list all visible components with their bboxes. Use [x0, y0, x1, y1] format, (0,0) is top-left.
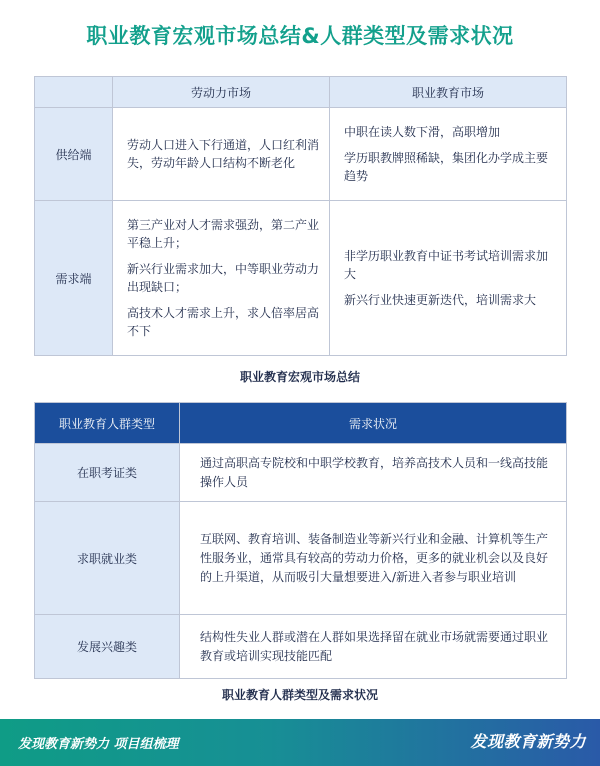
macro-market-table [34, 76, 567, 356]
footer-source-text: 发现教育新势力 项目组梳理 [18, 737, 179, 752]
table-header-row [35, 403, 567, 444]
row-header-supply: 供给端 [35, 108, 113, 201]
table-row-supply [35, 108, 567, 201]
demand-table-caption: 职业教育人群类型及需求状况 [221, 688, 378, 702]
demand-vocational-cell [330, 201, 567, 356]
table-row [35, 444, 567, 502]
demand-table [34, 402, 567, 679]
demand-vocational-text-2: 新兴行业快速更新迭代，培训需求大 [344, 293, 537, 307]
footer-bar [0, 719, 600, 766]
table-row [35, 615, 567, 679]
demand-labor-text-1: 第三产业对人才需求强劲，第二产业平稳上升； [127, 218, 320, 250]
demand-vocational-text-1: 非学历职业教育中证书考试培训需求加大 [344, 249, 549, 281]
supply-vocational-text-1: 中职在读人数下滑，高职增加 [344, 125, 501, 139]
supply-vocational-text-2: 学历职教牌照稀缺，集团化办学成主要趋势 [344, 151, 549, 183]
group-type-cell: 在职考证类 [35, 444, 180, 502]
group-type-cell: 发展兴趣类 [35, 615, 180, 679]
corner-header [35, 77, 113, 108]
demand-desc-cell: 互联网、教育培训、装备制造业等新兴行业和金融、计算机等生产性服务业，通常具有较高的劳动力价格，更多的就业机会以及良好的上升渠道，从而吸引大量想要进入/新进入者参与职业培训 [180, 502, 567, 615]
brand-logo: 发现教育新势力 [470, 732, 586, 751]
column-header-vocational-market: 职业教育市场 [330, 77, 567, 108]
demand-labor-text-3: 高技术人才需求上升，求人倍率居高不下 [127, 306, 320, 338]
demand-labor-text-2: 新兴行业需求加大，中等职业劳动力出现缺口； [127, 262, 320, 294]
page-title: 职业教育宏观市场总结&人群类型及需求状况 [86, 24, 514, 48]
column-header-group-type: 职业教育人群类型 [35, 403, 180, 444]
supply-labor-cell [113, 108, 330, 201]
column-header-labor-market: 劳动力市场 [113, 77, 330, 108]
column-header-demand-status: 需求状况 [180, 403, 567, 444]
demand-labor-cell [113, 201, 330, 356]
group-type-cell: 求职就业类 [35, 502, 180, 615]
row-header-demand: 需求端 [35, 201, 113, 356]
supply-vocational-cell [330, 108, 567, 201]
table-row-demand [35, 201, 567, 356]
supply-labor-text-1: 劳动人口进入下行通道，人口红利消失，劳动年龄人口结构不断老化 [127, 138, 320, 170]
demand-desc-cell: 结构性失业人群或潜在人群如果选择留在就业市场就需要通过职业教育或培训实现技能匹配 [180, 615, 567, 679]
table-row [35, 502, 567, 615]
table-header-row [35, 77, 567, 108]
macro-table-caption: 职业教育宏观市场总结 [239, 370, 360, 384]
demand-desc-cell: 通过高职高专院校和中职学校教育，培养高技术人员和一线高技能操作人员 [180, 444, 567, 502]
